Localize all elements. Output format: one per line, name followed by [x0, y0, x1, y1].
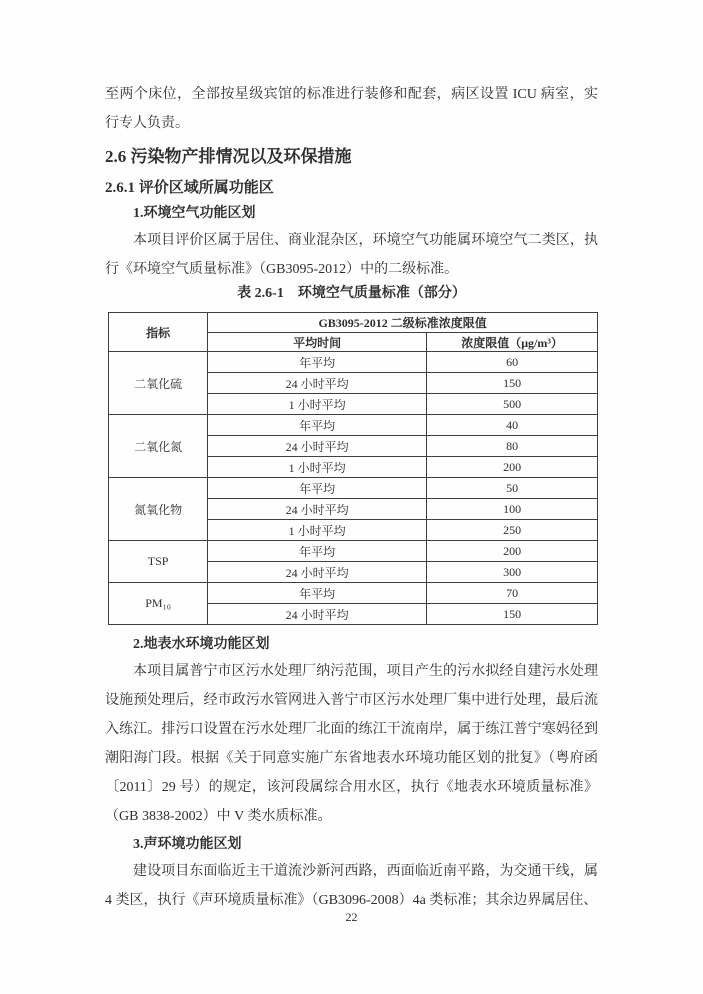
time-cell: 24 小时平均: [208, 499, 427, 520]
table-header-row-1: [109, 313, 598, 333]
time-cell: 年平均: [208, 541, 427, 562]
value-cell: 60: [427, 352, 598, 373]
header-cell-indicator: 指标: [109, 313, 208, 352]
water-function-paragraph: 本项目属普宁市区污水处理厂纳污范围，项目产生的污水拟经自建污水处理设施预处理后，经市政污水管网进入普宁市区污水处理厂集中进行处理，最后流入练江。排污口设置在污水处理厂北面的练江干流南岸，属于练江普宁寒妈径到潮阳海门段。根据《关于同意实施广东省地表水环境功能区划的批复》（粤府函〔2011〕29 号）的规定，该河段属综合用水区，执行《地表水环境质量标准》（GB 3838-2002）中 V 类水质标准。: [105, 664, 598, 824]
continuation-paragraph: 至两个床位，全部按星级宾馆的标准进行装修和配套，病区设置 ICU 病室，实行专人负责。: [105, 87, 598, 131]
value-cell: 150: [427, 373, 598, 394]
indicator-cell-no2: 二氧化氮: [109, 415, 208, 478]
table-row: [109, 478, 598, 499]
time-cell: 24 小时平均: [208, 373, 427, 394]
value-cell: 300: [427, 562, 598, 583]
indicator-cell-so2: 二氧化硫: [109, 352, 208, 415]
subsection-heading-2-6-1: 2.6.1 评价区域所属功能区: [105, 180, 274, 196]
time-cell: 年平均: [208, 415, 427, 436]
time-cell: 1 小时平均: [208, 520, 427, 541]
section-heading-2-6: 2.6 污染物产排情况以及环保措施: [105, 147, 352, 166]
table-caption: 表 2.6-1 环境空气质量标准（部分）: [237, 286, 466, 301]
water-function-heading: 2.地表水环境功能区划: [133, 637, 270, 652]
air-function-heading: 1.环境空气功能区划: [133, 206, 256, 221]
time-cell: 1 小时平均: [208, 394, 427, 415]
value-cell: 200: [427, 457, 598, 478]
indicator-cell-pm10: PM₁₀: [109, 583, 208, 625]
air-quality-standards-table: [108, 312, 598, 625]
time-cell: 年平均: [208, 352, 427, 373]
noise-function-paragraph: 建设项目东面临近主干道流沙新河西路，西面临近南平路，为交通干线，属 4 类区，执行《声环境质量标准》（GB3096-2008）4a 类标准；其余边界属居住、: [105, 864, 598, 908]
time-cell: 年平均: [208, 583, 427, 604]
time-cell: 24 小时平均: [208, 562, 427, 583]
header-cell-standard-group: GB3095-2012 二级标准浓度限值: [208, 313, 598, 333]
table-row: [109, 541, 598, 562]
value-cell: 200: [427, 541, 598, 562]
value-cell: 150: [427, 604, 598, 625]
table-row: [109, 415, 598, 436]
header-cell-avg-time: 平均时间: [208, 333, 427, 352]
indicator-cell-nox: 氮氧化物: [109, 478, 208, 541]
value-cell: 70: [427, 583, 598, 604]
value-cell: 100: [427, 499, 598, 520]
table-row: [109, 352, 598, 373]
value-cell: 500: [427, 394, 598, 415]
time-cell: 1 小时平均: [208, 457, 427, 478]
page-content: [105, 0, 598, 915]
header-cell-limit: 浓度限值（μg/m³）: [427, 333, 598, 352]
air-function-paragraph: 本项目评价区属于居住、商业混杂区，环境空气功能属环境空气二类区，执行《环境空气质量标准》（GB3095-2012）中的二级标准。: [105, 233, 598, 277]
value-cell: 50: [427, 478, 598, 499]
indicator-cell-tsp: TSP: [109, 541, 208, 583]
value-cell: 40: [427, 415, 598, 436]
page-number: 22: [345, 910, 358, 924]
time-cell: 24 小时平均: [208, 436, 427, 457]
time-cell: 年平均: [208, 478, 427, 499]
noise-function-heading: 3.声环境功能区划: [133, 837, 242, 852]
time-cell: 24 小时平均: [208, 604, 427, 625]
value-cell: 80: [427, 436, 598, 457]
value-cell: 250: [427, 520, 598, 541]
table-row: [109, 583, 598, 604]
